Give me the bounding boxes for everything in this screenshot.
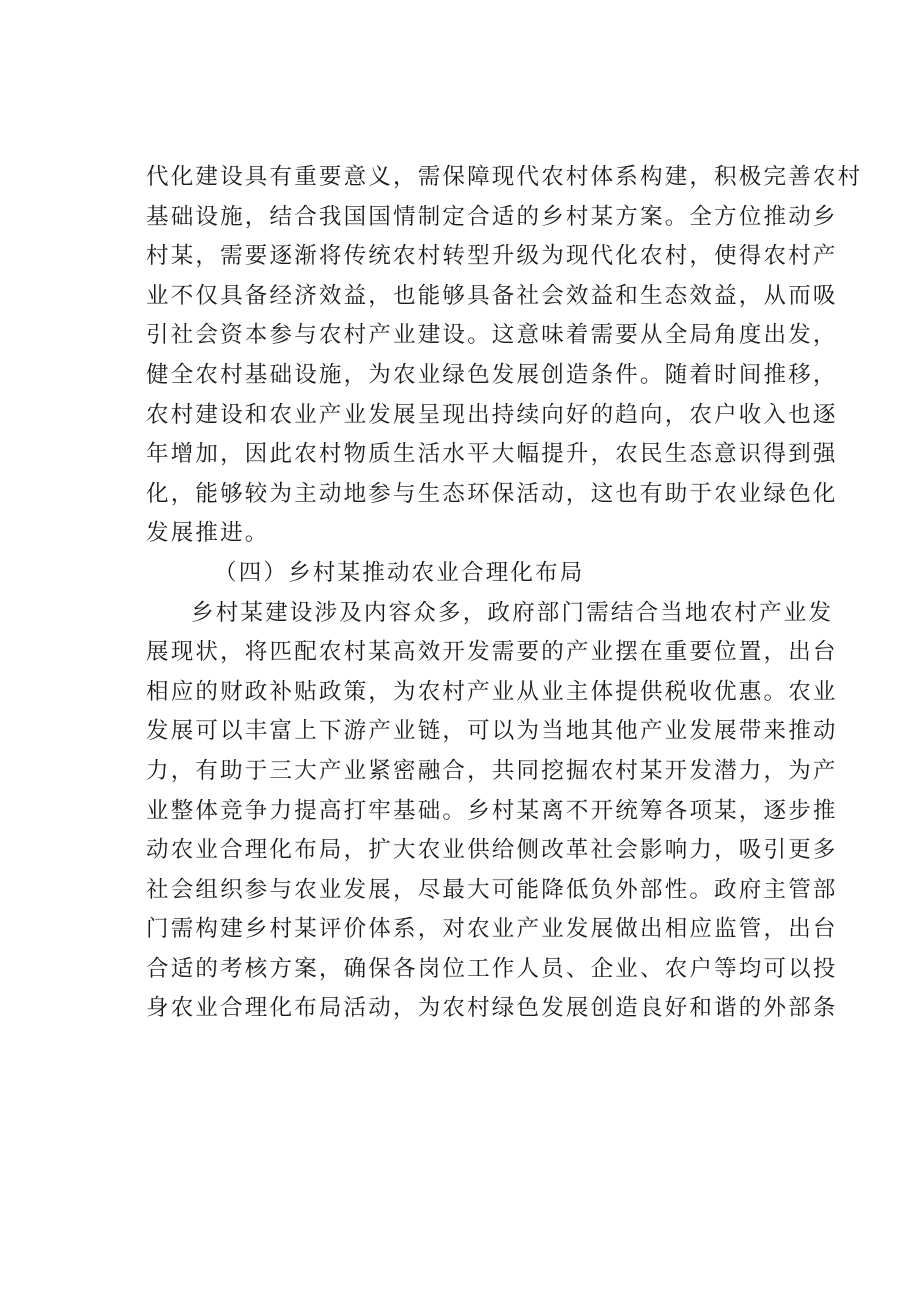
- text-line: 力，有助于三大产业紧密融合，共同挖掘农村某开发潜力，为产: [146, 757, 838, 784]
- text-line: 代化建设具有重要意义，需保障现代农村体系构建，积极完善农村: [146, 164, 863, 190]
- text-line: 业不仅具备经济效益，也能够具备社会效益和生态效益，从而吸: [146, 282, 838, 309]
- paragraph-1: [146, 158, 863, 554]
- text-line: 合适的考核方案，确保各岗位工作人员、企业、农户等均可以投: [146, 955, 838, 982]
- text-line: 社会组织参与农业发展，尽最大可能降低负外部性。政府主管部: [146, 876, 838, 903]
- text-line: 农村建设和农业产业发展呈现出持续向好的趋向，农户收入也逐: [146, 401, 838, 428]
- text-line: 化，能够较为主动地参与生态环保活动，这也有助于农业绿色化: [146, 480, 838, 507]
- text-line: 门需构建乡村某评价体系，对农业产业发展做出相应监管，出台: [146, 916, 838, 943]
- paragraph-2: [146, 594, 838, 1030]
- text-line: 发展推进。: [146, 520, 270, 547]
- text-line: 展现状，将匹配农村某高效开发需要的产业摆在重要位置，出台: [146, 639, 838, 666]
- section-heading: （四）乡村某推动农业合理化布局: [214, 559, 585, 586]
- text-line: 身农业合理化布局活动，为农村绿色发展创造良好和谐的外部条: [146, 995, 838, 1022]
- text-line: 年增加，因此农村物质生活水平大幅提升，农民生态意识得到强: [146, 441, 838, 468]
- text-line: 相应的财政补贴政策，为农村产业从业主体提供税收优惠。农业: [146, 678, 838, 705]
- text-line: 引社会资本参与农村产业建设。这意味着需要从全局角度出发，: [146, 322, 838, 349]
- text-line: 发展可以丰富上下游产业链，可以为当地其他产业发展带来推动: [146, 718, 838, 745]
- text-line: 基础设施，结合我国国情制定合适的乡村某方案。全方位推动乡: [146, 203, 838, 230]
- text-line: 乡村某建设涉及内容众多，政府部门需结合当地农村产业发: [191, 599, 834, 626]
- text-line: 村某，需要逐渐将传统农村转型升级为现代化农村，使得农村产: [146, 243, 838, 270]
- text-line: 动农业合理化布局，扩大农业供给侧改革社会影响力，吸引更多: [146, 837, 838, 864]
- text-line: 业整体竞争力提高打牢基础。乡村某离不开统筹各项某，逐步推: [146, 797, 838, 824]
- document-body: [146, 158, 863, 1029]
- text-line: 健全农村基础设施，为农业绿色发展创造条件。随着时间推移，: [146, 361, 838, 388]
